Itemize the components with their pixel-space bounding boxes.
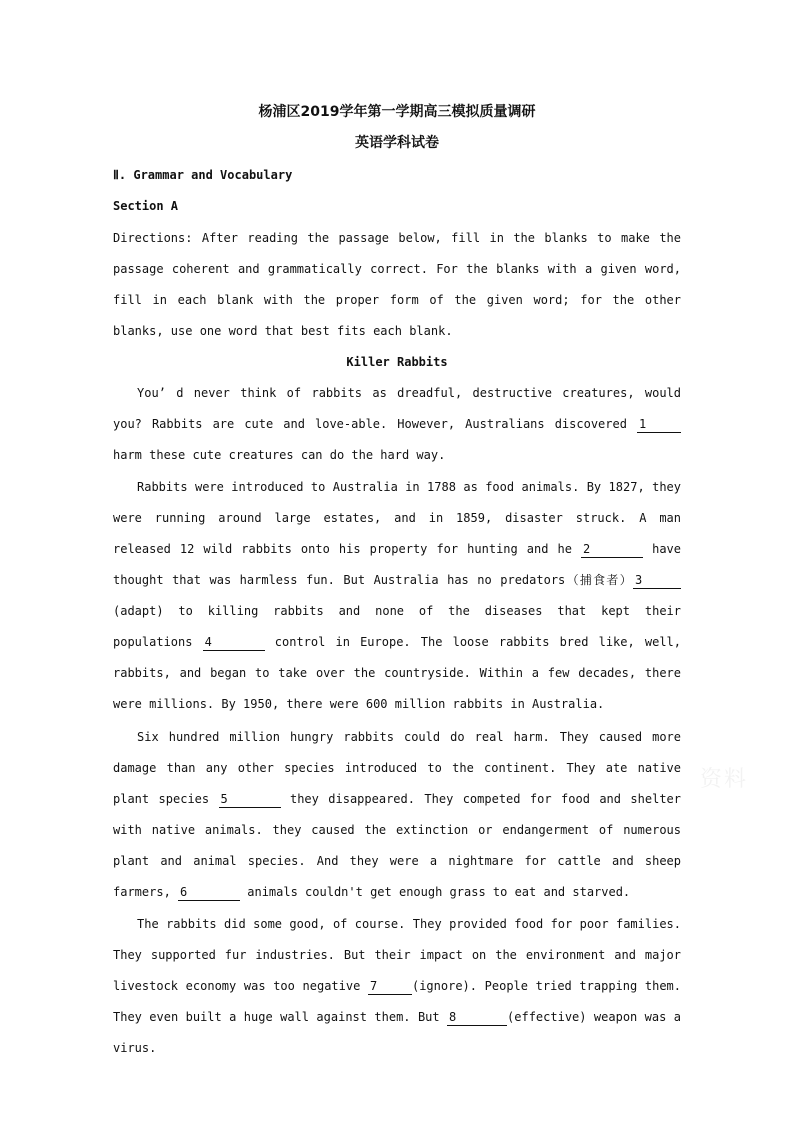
blank-1[interactable]: 1 [637,416,681,433]
paragraph-text: Six hundred million hungry rabbits could do real harm. They caused more damage than any other species introduced to the continent. They ate native plant species [113,730,681,806]
paragraph-text: harm these cute creatures can do the hard way. [113,448,446,462]
paragraph-text: animals couldn't get enough grass to eat and starved. [240,885,631,899]
exam-subtitle: 英语学科试卷 [355,135,439,151]
paragraph-text: control in Europe. The loose rabbits bred like, well, rabbits, and began to take over the countryside. Within a few decades, there were millions. By 1950, there were 600 million rabbits in Australia. [113,635,681,711]
passage-title: Killer Rabbits [346,355,448,369]
paragraph-text: You’ d never think of rabbits as dreadful, destructive creatures, would you? Rabbits are cute and love-able. However, Australians discovered [113,386,681,431]
paragraph-text: Rabbits were introduced to Australia in 1788 as food animals. By 1827, they were running around large estates, and in 1859, disaster struck. A man released 12 wild rabbits onto his property for hunting and he [113,480,681,556]
paragraph-text: have thought that was harmless fun. But Australia has no predators（捕食者） [113,542,681,587]
watermark: 资料 [700,767,749,792]
paragraph-text: (ignore). People tried trapping them. They even built a huge wall against them. But [113,979,681,1024]
blank-3[interactable]: 3 [633,572,681,589]
paragraph-text: (effective) weapon was a virus. [113,1010,681,1055]
blank-4[interactable]: 4 [203,634,265,651]
blank-6[interactable]: 6 [178,884,240,901]
paragraph-4 [113,909,681,1064]
paragraph-2 [113,472,681,720]
paragraph-text: they disappeared. They competed for food and shelter with native animals. they caused the extinction or endangerment of numerous plant and animal species. And they were a nightmare for cattle and sheep farmers, [113,792,682,899]
blank-5[interactable]: 5 [219,791,281,808]
blank-7[interactable]: 7 [368,978,412,995]
part-heading: Ⅱ. Grammar and Vocabulary [113,168,293,182]
paragraph-3 [113,722,681,908]
blank-2[interactable]: 2 [581,541,643,558]
paragraph-text: The rabbits did some good, of course. They provided food for poor families. They supported fur industries. But their impact on the environment and major livestock economy was too negative [113,917,681,993]
directions-text: Directions: After reading the passage below, fill in the blanks to make the passage coherent and grammatically correct. For the blanks with a given word, fill in each blank with the proper form of the given word; for the other blanks, use one word that best fits each blank. [113,231,681,338]
blank-8[interactable]: 8 [447,1009,507,1026]
exam-title: 杨浦区2019学年第一学期高三模拟质量调研 [258,104,536,120]
paragraph-text: (adapt) to killing rabbits and none of the diseases that kept their populations [113,604,681,649]
section-heading: Section A [113,199,179,213]
paragraph-1 [113,378,681,471]
